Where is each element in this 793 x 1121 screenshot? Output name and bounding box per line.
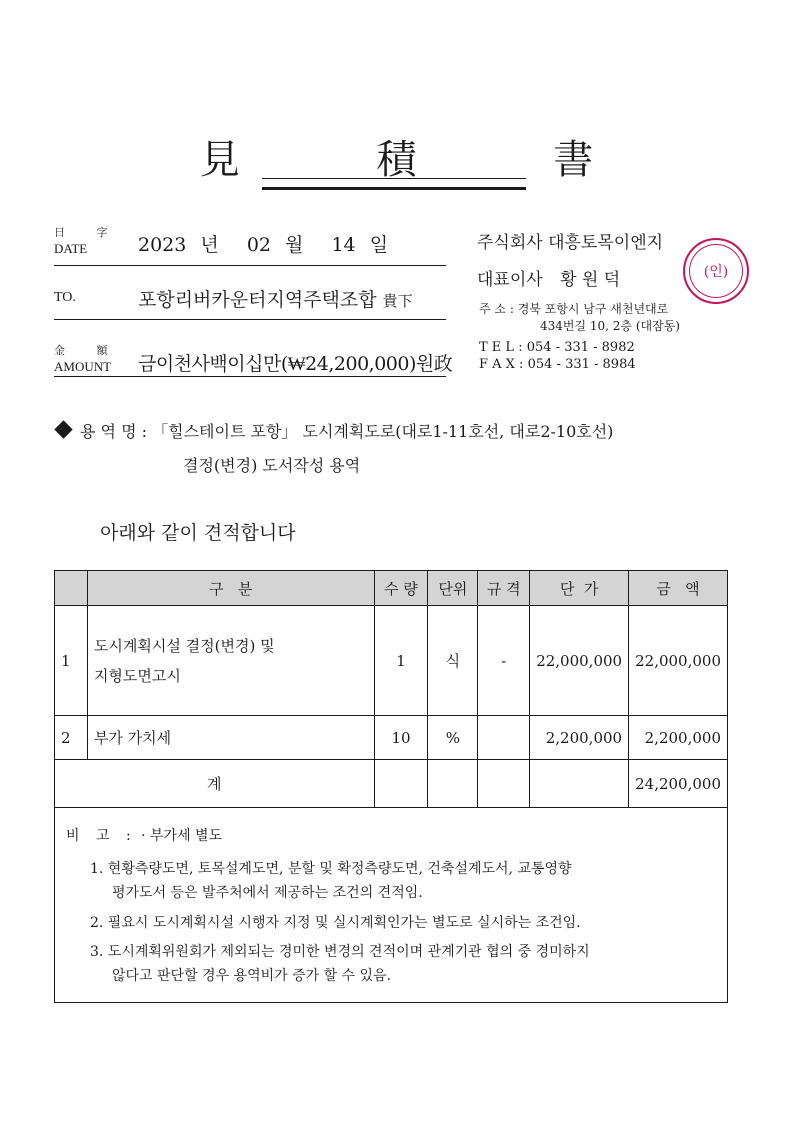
amount-label-en: AMOUNT [54,359,112,374]
header-desc: 구 분 [87,571,374,606]
tel-label: T E L : [479,340,523,355]
remark-item-2-line1: 2. 필요시 도시계획시설 시행자 지정 및 실시계획인가는 별도로 실시하는 조건임. [90,915,581,931]
remarks-head [66,825,222,845]
to-value [138,285,413,312]
header-unit-price: 단 가 [530,571,629,606]
fax-value: 054 - 331 - 8984 [527,357,636,372]
row-no: 2 [55,716,88,760]
table-row [55,716,728,760]
project-title: 「힐스테이트 포항」 도시계획도로(대로1-11호선, 대로2-10호선) [152,422,614,441]
remarks-head-text: · 부가세 별도 [141,828,223,844]
company-name: 주식회사 대흥토목이엔지 [477,233,664,253]
row-spec [478,716,530,760]
date-month: 02 [246,234,271,256]
date-month-unit: 월 [285,234,304,256]
ceo-label: 대표이사 [477,270,543,290]
address-label: 주 소 : [479,302,514,316]
remark-item-1-line1: 1. 현황측량도면, 토목설계도면, 분할 및 확정측량도면, 건축설계도서, 교통영향 [90,861,572,877]
row-amount: 22,000,000 [629,606,728,716]
amount-value: 금이천사백이십만(₩24,200,000)원政 [138,353,453,375]
divider-to [54,319,446,320]
header-amount: 금 액 [629,571,728,606]
company-seal-stamp [683,238,749,304]
diamond-bullet-icon [54,420,72,438]
title-rule-thin [262,178,526,179]
amount-label-ko: 金 額 [54,344,122,357]
divider-date [54,265,446,266]
estimate-subheading: 아래와 같이 견적합니다 [100,522,296,544]
row-unit: % [428,716,478,760]
date-value [138,230,388,257]
tel-value: 054 - 331 - 8982 [526,340,635,355]
header-unit: 단위 [428,571,478,606]
address-line1 [479,300,668,317]
header-spec: 규 격 [478,571,530,606]
document-title: 見 積 書 [199,137,656,183]
seal-text: (인) [703,264,729,280]
row-desc-line2: 지형도면고시 [93,666,181,685]
fax-line [479,357,636,372]
address-line2: 434번길 10, 2층 (대잠동) [540,319,680,333]
project-line1 [80,419,613,442]
ceo-name: 황 원 덕 [560,270,621,290]
row-desc [87,606,374,716]
to-recipient: 포항리버카운터지역주택조합 [138,289,377,311]
table-header-row [55,571,728,606]
address-value1: 경북 포항시 남구 새천년대로 [517,302,669,316]
date-label-en: DATE [54,241,88,256]
date-year: 2023 [138,234,187,256]
row-unit-price: 22,000,000 [530,606,629,716]
project-line2: 결정(변경) 도서작성 용역 [183,456,361,475]
date-day: 14 [331,234,356,256]
remarks-label: 비 고 : [66,828,137,844]
header-no [55,571,88,606]
total-empty-qty [374,760,428,808]
row-qty: 10 [374,716,428,760]
table-row [55,606,728,716]
estimate-table [54,570,728,808]
header-qty: 수 량 [374,571,428,606]
divider-amount [54,376,446,377]
date-day-unit: 일 [369,234,389,256]
total-amount: 24,200,000 [629,760,728,808]
total-empty-price [530,760,629,808]
to-suffix: 貴下 [382,292,413,310]
row-qty: 1 [374,606,428,716]
date-label-ko: 日 字 [54,226,122,239]
total-empty-spec [478,760,530,808]
remark-item-3-line2: 않다고 판단할 경우 용역비가 증가 할 수 있음. [112,968,392,984]
fax-label: F A X : [479,357,524,372]
remark-item-3-line1: 3. 도시계획위원회가 제외되는 경미한 변경의 견적이며 관계기관 협의 중 경미하지 [90,944,590,960]
date-year-unit: 년 [200,234,219,256]
row-no: 1 [55,606,88,716]
tel-line [479,340,635,355]
row-spec: - [478,606,530,716]
total-label: 계 [55,760,375,808]
row-unit-price: 2,200,000 [530,716,629,760]
title-rule-thick [262,187,526,190]
table-total-row [55,760,728,808]
total-empty-unit [428,760,478,808]
company-ceo [477,265,620,290]
project-label: 용 역 명 : [80,422,148,441]
row-unit: 식 [428,606,478,716]
row-desc-line1: 도시계획시설 결정(변경) 및 [93,636,275,655]
row-amount: 2,200,000 [629,716,728,760]
remark-item-1-line2: 평가도서 등은 발주처에서 제공하는 조건의 견적임. [112,885,423,901]
to-label: TO. [54,290,76,305]
row-desc: 부가 가치세 [87,716,374,760]
